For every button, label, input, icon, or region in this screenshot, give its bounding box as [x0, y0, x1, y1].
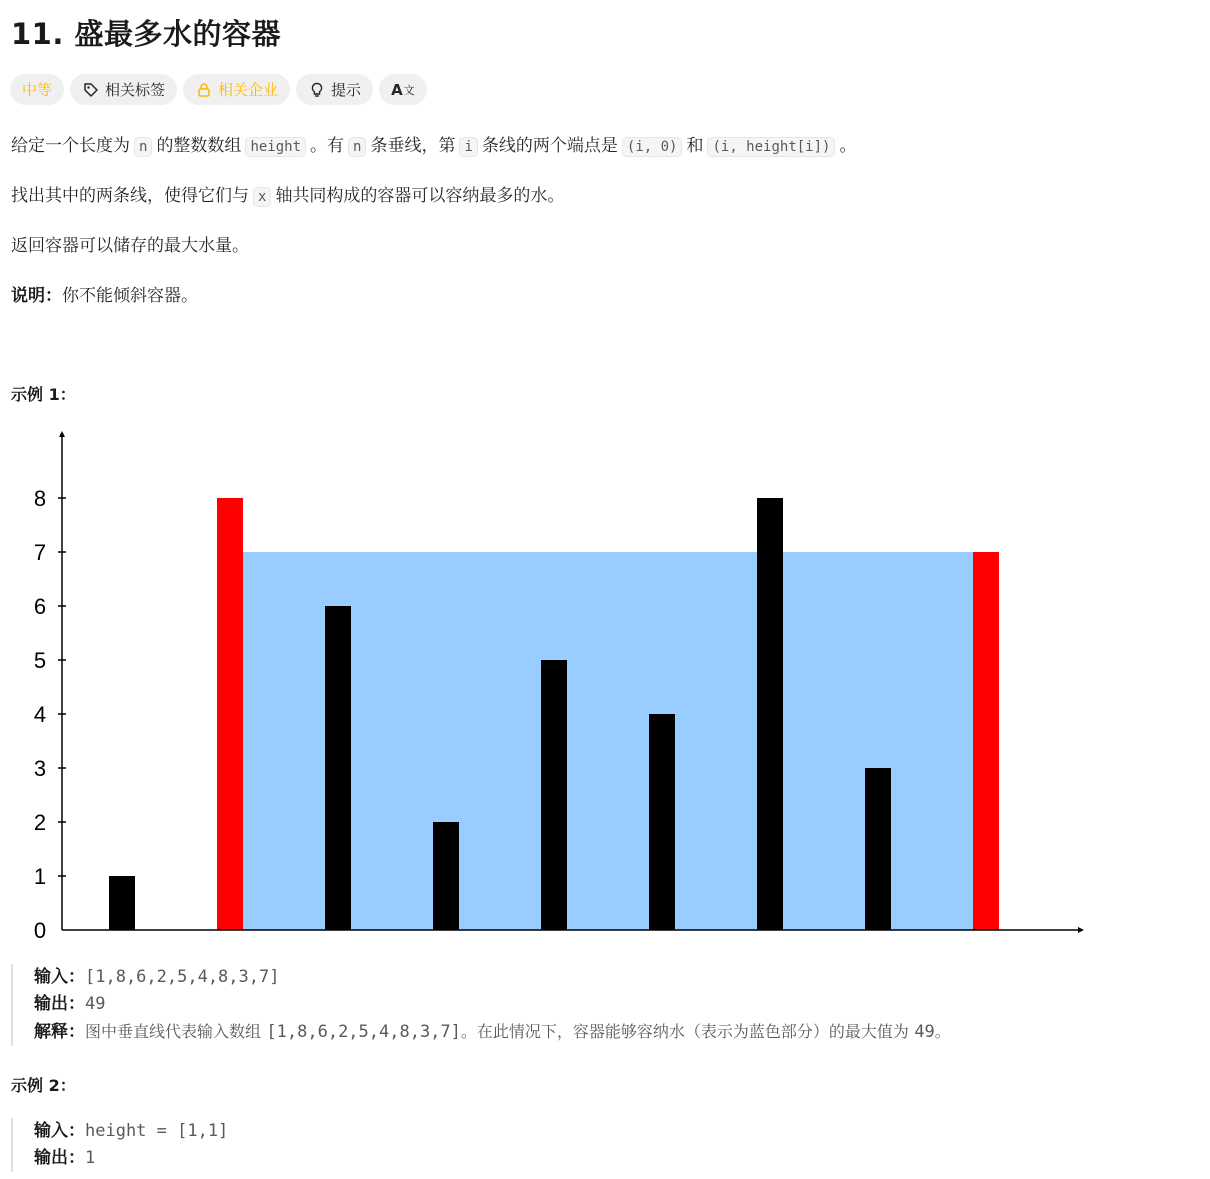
explanation-value: 49 — [914, 1022, 935, 1042]
inline-code: (i, height[i]) — [707, 137, 835, 157]
related-companies-label: 相关企业 — [218, 81, 279, 99]
text: 的整数数组 — [156, 136, 242, 156]
description-p3: 返回容器可以储存的最大水量。 — [11, 236, 249, 256]
text: 给定一个长度为 — [11, 136, 130, 156]
difficulty-badge[interactable] — [10, 74, 64, 105]
water-area — [243, 552, 973, 930]
container-chart — [0, 425, 1100, 940]
translate-icon-sub: 文 — [403, 83, 415, 97]
inline-code: x — [253, 187, 271, 207]
description-p2 — [11, 181, 564, 206]
example-2-output — [34, 1145, 228, 1172]
height-bar — [109, 876, 135, 930]
related-tags-label: 相关标签 — [105, 81, 166, 99]
example-1-title: 示例 1： — [11, 385, 76, 404]
inline-code: height — [245, 137, 306, 157]
related-companies-button[interactable] — [183, 74, 290, 105]
text: 。有 — [310, 136, 345, 156]
text: 条线的两个端点是 — [481, 136, 618, 156]
lightbulb-icon — [308, 81, 326, 99]
example-2-input — [34, 1118, 228, 1145]
example-1-input — [34, 964, 951, 991]
example-2-title: 示例 2： — [11, 1076, 76, 1095]
note-text: 你不能倾斜容器。 — [62, 286, 198, 306]
text: 。 — [839, 136, 857, 156]
input-value: height = [1,1] — [85, 1121, 229, 1141]
text: 找出其中的两条线，使得它们与 — [11, 186, 249, 206]
example-1-output — [34, 991, 951, 1018]
container-wall-bar — [973, 552, 999, 930]
example-2-block — [11, 1118, 228, 1172]
translate-icon: A — [391, 80, 403, 99]
y-tick-label: 4 — [33, 702, 47, 727]
y-tick-label: 6 — [33, 594, 47, 619]
output-value: 49 — [85, 994, 106, 1014]
explanation-text: 。在此情况下，容器能够容纳水（表示为蓝色部分）的最大值为 — [460, 1022, 909, 1041]
difficulty-label: 中等 — [22, 81, 53, 99]
text: 条垂线，第 — [370, 136, 456, 156]
example-1-explanation — [34, 1018, 951, 1046]
output-value: 1 — [85, 1148, 96, 1168]
example-1-block — [11, 964, 951, 1046]
explanation-text: 图中垂直线代表输入数组 — [85, 1022, 262, 1041]
tag-bar — [10, 74, 427, 105]
inline-code: i — [459, 137, 477, 157]
y-axis-arrow — [59, 431, 65, 437]
input-label: 输入： — [34, 1121, 85, 1141]
explanation-text: 。 — [934, 1022, 951, 1041]
height-bar — [433, 822, 459, 930]
output-label: 输出： — [34, 1148, 85, 1168]
height-bar — [757, 498, 783, 930]
note-label: 说明： — [11, 286, 62, 306]
description-p1 — [11, 131, 856, 156]
description-p4 — [11, 281, 198, 306]
lock-icon — [195, 81, 213, 99]
inline-code: n — [348, 137, 366, 157]
x-axis-arrow — [1078, 927, 1084, 933]
explanation-code: [1,8,6,2,5,4,8,3,7] — [266, 1022, 461, 1042]
problem-title: 11. 盛最多水的容器 — [11, 17, 281, 51]
inline-code: n — [134, 137, 152, 157]
hint-button[interactable] — [296, 74, 373, 105]
height-bar — [325, 606, 351, 930]
explanation-label: 解释： — [34, 1022, 85, 1042]
translate-button[interactable] — [379, 74, 427, 105]
y-tick-label: 3 — [33, 756, 47, 781]
y-tick-label: 0 — [33, 918, 47, 940]
height-bar — [649, 714, 675, 930]
y-tick-label: 7 — [33, 540, 47, 565]
text: 轴共同构成的容器可以容纳最多的水。 — [275, 186, 565, 206]
text: 和 — [686, 136, 704, 156]
inline-code: (i, 0) — [622, 137, 683, 157]
hint-label: 提示 — [331, 81, 362, 99]
input-label: 输入： — [34, 967, 85, 987]
height-bar — [541, 660, 567, 930]
related-tags-button[interactable] — [70, 74, 177, 105]
input-value: [1,8,6,2,5,4,8,3,7] — [85, 967, 280, 987]
tag-icon — [82, 81, 100, 99]
output-label: 输出： — [34, 994, 85, 1014]
height-bar — [865, 768, 891, 930]
container-wall-bar — [217, 498, 243, 930]
y-tick-label: 8 — [33, 486, 47, 511]
y-tick-label: 1 — [33, 864, 47, 889]
y-tick-label: 5 — [33, 648, 47, 673]
y-tick-label: 2 — [33, 810, 47, 835]
